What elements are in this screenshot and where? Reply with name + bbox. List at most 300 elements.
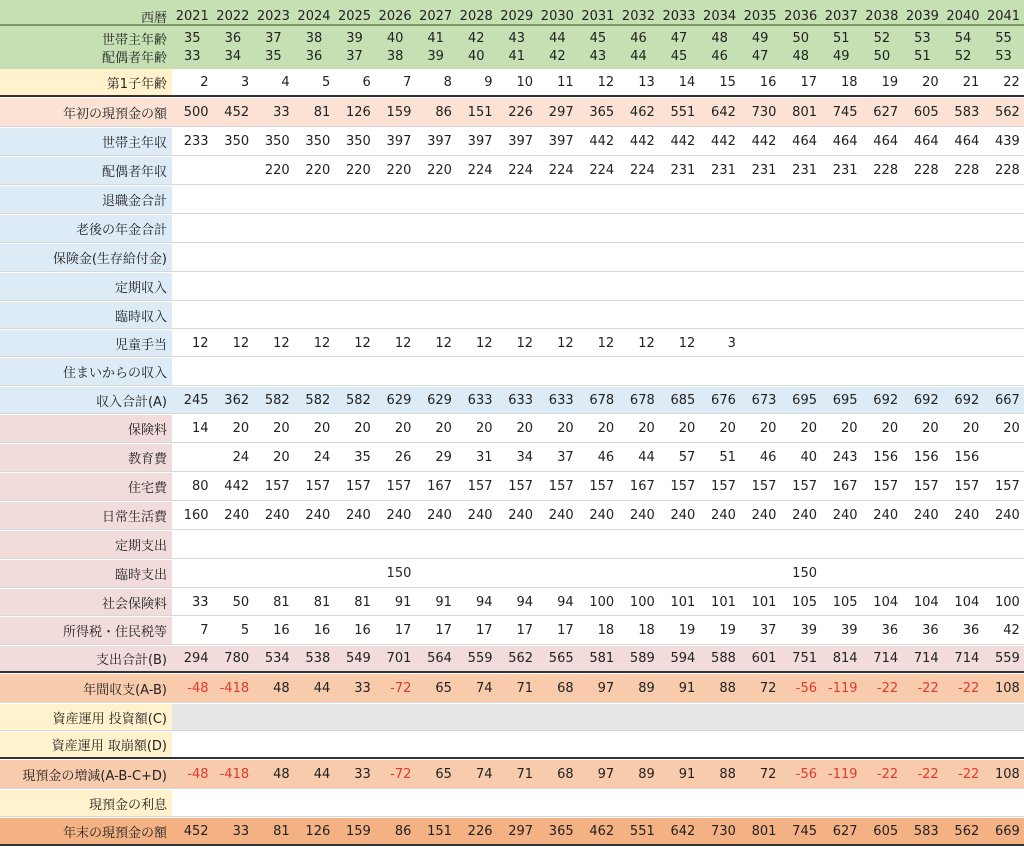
- value-cell[interactable]: [213, 358, 254, 385]
- value-cell[interactable]: [902, 732, 943, 757]
- value-cell[interactable]: [983, 244, 1024, 271]
- value-cell[interactable]: 350: [224, 134, 250, 149]
- value-cell[interactable]: [821, 215, 862, 242]
- value-cell[interactable]: 673: [751, 392, 777, 408]
- value-cell[interactable]: 685: [670, 392, 696, 408]
- value-cell[interactable]: 81: [313, 104, 331, 120]
- value-cell[interactable]: 21: [962, 74, 980, 90]
- value-cell[interactable]: 464: [913, 134, 939, 149]
- value-cell[interactable]: [253, 560, 294, 587]
- value-cell[interactable]: 224: [508, 163, 534, 178]
- value-cell[interactable]: [375, 186, 416, 213]
- value-cell[interactable]: 589: [629, 651, 655, 666]
- value-cell[interactable]: 36: [881, 623, 899, 638]
- value-cell[interactable]: 20: [516, 421, 534, 436]
- value-cell[interactable]: [862, 330, 903, 356]
- value-cell[interactable]: 564: [427, 651, 452, 666]
- value-cell[interactable]: [983, 790, 1024, 816]
- value-cell[interactable]: 442: [751, 134, 777, 149]
- value-cell[interactable]: 157: [345, 479, 371, 494]
- value-cell[interactable]: 19: [719, 623, 736, 638]
- value-cell[interactable]: 157: [589, 479, 615, 494]
- value-cell[interactable]: [699, 790, 740, 816]
- value-cell[interactable]: [902, 186, 943, 213]
- value-cell[interactable]: 452: [224, 104, 250, 120]
- value-cell[interactable]: 104: [913, 594, 939, 610]
- value-cell[interactable]: 12: [475, 335, 493, 351]
- value-cell[interactable]: [172, 186, 213, 213]
- value-cell[interactable]: 397: [427, 134, 452, 149]
- value-cell[interactable]: 240: [832, 508, 858, 523]
- value-cell[interactable]: 669: [994, 823, 1020, 839]
- value-cell[interactable]: 464: [832, 134, 858, 149]
- value-cell[interactable]: [334, 358, 375, 385]
- value-cell[interactable]: 692: [913, 392, 939, 408]
- value-cell[interactable]: 500: [183, 104, 209, 120]
- value-cell[interactable]: 629: [427, 392, 452, 408]
- value-cell[interactable]: 240: [264, 508, 290, 523]
- value-cell[interactable]: [213, 790, 254, 816]
- value-cell[interactable]: 39: [841, 623, 858, 638]
- value-cell[interactable]: [983, 732, 1024, 757]
- value-cell[interactable]: 42: [1003, 623, 1020, 638]
- value-cell[interactable]: [983, 215, 1024, 242]
- value-cell[interactable]: 397: [548, 134, 574, 149]
- value-cell[interactable]: [172, 704, 213, 730]
- value-cell[interactable]: 692: [873, 392, 899, 408]
- value-cell[interactable]: 14: [678, 74, 696, 90]
- value-cell[interactable]: -22: [917, 680, 939, 696]
- value-cell[interactable]: [213, 302, 254, 328]
- value-cell[interactable]: [537, 790, 578, 816]
- value-cell[interactable]: 442: [670, 134, 696, 149]
- value-cell[interactable]: 462: [629, 104, 655, 120]
- value-cell[interactable]: 231: [792, 163, 817, 178]
- value-cell[interactable]: [172, 302, 213, 328]
- value-cell[interactable]: 20: [800, 421, 817, 436]
- value-cell[interactable]: 12: [354, 335, 371, 351]
- value-cell[interactable]: [456, 215, 497, 242]
- value-cell[interactable]: [578, 215, 619, 242]
- value-cell[interactable]: 167: [629, 479, 655, 494]
- value-cell[interactable]: [294, 273, 335, 300]
- value-cell[interactable]: [415, 302, 456, 328]
- value-cell[interactable]: [456, 244, 497, 271]
- value-cell[interactable]: [659, 302, 700, 328]
- value-cell[interactable]: [740, 531, 781, 558]
- value-cell[interactable]: [659, 244, 700, 271]
- value-cell[interactable]: [659, 273, 700, 300]
- value-cell[interactable]: 29: [435, 450, 452, 465]
- value-cell[interactable]: [659, 215, 700, 242]
- value-cell[interactable]: 13: [638, 74, 655, 90]
- value-cell[interactable]: 17: [435, 623, 452, 638]
- value-cell[interactable]: 240: [589, 508, 615, 523]
- value-cell[interactable]: 745: [792, 823, 817, 839]
- value-cell[interactable]: 745: [832, 104, 858, 120]
- value-cell[interactable]: [943, 790, 984, 816]
- value-cell[interactable]: 350: [345, 134, 371, 149]
- value-cell[interactable]: [740, 790, 781, 816]
- value-cell[interactable]: [497, 560, 538, 587]
- value-cell[interactable]: 240: [224, 508, 250, 523]
- value-cell[interactable]: [497, 273, 538, 300]
- value-cell[interactable]: [821, 732, 862, 757]
- value-cell[interactable]: [253, 186, 294, 213]
- value-cell[interactable]: [578, 186, 619, 213]
- value-cell[interactable]: 601: [751, 651, 777, 666]
- value-cell[interactable]: -56: [795, 766, 817, 782]
- value-cell[interactable]: 81: [273, 594, 290, 610]
- value-cell[interactable]: 627: [832, 823, 858, 839]
- value-cell[interactable]: 220: [264, 163, 290, 178]
- value-cell[interactable]: [862, 732, 903, 757]
- value-cell[interactable]: [497, 704, 538, 730]
- value-cell[interactable]: 150: [792, 566, 817, 581]
- value-cell[interactable]: 157: [386, 479, 412, 494]
- value-cell[interactable]: 34: [516, 450, 534, 465]
- value-cell[interactable]: [902, 560, 943, 587]
- value-cell[interactable]: [943, 358, 984, 385]
- value-cell[interactable]: [497, 215, 538, 242]
- value-cell[interactable]: [172, 157, 213, 184]
- value-cell[interactable]: [537, 358, 578, 385]
- value-cell[interactable]: 100: [629, 594, 655, 610]
- value-cell[interactable]: -48: [187, 766, 209, 782]
- value-cell[interactable]: [943, 186, 984, 213]
- value-cell[interactable]: 105: [792, 594, 817, 610]
- value-cell[interactable]: 37: [759, 623, 777, 638]
- value-cell[interactable]: -72: [390, 680, 412, 696]
- value-cell[interactable]: 17: [394, 623, 412, 638]
- value-cell[interactable]: [902, 531, 943, 558]
- value-cell[interactable]: 44: [638, 450, 655, 465]
- value-cell[interactable]: [537, 186, 578, 213]
- value-cell[interactable]: [821, 302, 862, 328]
- value-cell[interactable]: 12: [638, 335, 655, 351]
- value-cell[interactable]: -119: [828, 766, 858, 782]
- value-cell[interactable]: 12: [232, 335, 250, 351]
- value-cell[interactable]: -418: [219, 766, 250, 782]
- value-cell[interactable]: 20: [841, 421, 858, 436]
- value-cell[interactable]: [497, 732, 538, 757]
- value-cell[interactable]: 714: [873, 651, 899, 666]
- value-cell[interactable]: 7: [200, 623, 209, 638]
- value-cell[interactable]: [294, 732, 335, 757]
- value-cell[interactable]: [497, 302, 538, 328]
- value-cell[interactable]: [943, 273, 984, 300]
- value-cell[interactable]: [780, 732, 821, 757]
- value-cell[interactable]: 565: [548, 651, 574, 666]
- value-cell[interactable]: [334, 244, 375, 271]
- value-cell[interactable]: 442: [589, 134, 615, 149]
- value-cell[interactable]: [983, 273, 1024, 300]
- value-cell[interactable]: [780, 244, 821, 271]
- value-cell[interactable]: 12: [273, 335, 290, 351]
- value-cell[interactable]: [943, 531, 984, 558]
- value-cell[interactable]: 157: [508, 479, 534, 494]
- value-cell[interactable]: [294, 790, 335, 816]
- value-cell[interactable]: [862, 215, 903, 242]
- value-cell[interactable]: [983, 444, 1024, 471]
- value-cell[interactable]: [578, 790, 619, 816]
- value-cell[interactable]: [618, 186, 659, 213]
- value-cell[interactable]: [821, 704, 862, 730]
- value-cell[interactable]: [578, 560, 619, 587]
- value-cell[interactable]: 105: [832, 594, 858, 610]
- value-cell[interactable]: 562: [508, 651, 534, 666]
- value-cell[interactable]: [253, 358, 294, 385]
- value-cell[interactable]: 582: [264, 392, 290, 408]
- value-cell[interactable]: 157: [467, 479, 493, 494]
- value-cell[interactable]: [983, 560, 1024, 587]
- value-cell[interactable]: [172, 732, 213, 757]
- value-cell[interactable]: [699, 186, 740, 213]
- value-cell[interactable]: 240: [792, 508, 817, 523]
- value-cell[interactable]: [780, 790, 821, 816]
- value-cell[interactable]: [699, 732, 740, 757]
- value-cell[interactable]: 730: [711, 823, 736, 839]
- value-cell[interactable]: [699, 704, 740, 730]
- value-cell[interactable]: [699, 273, 740, 300]
- value-cell[interactable]: 224: [629, 163, 655, 178]
- value-cell[interactable]: 126: [345, 104, 371, 120]
- value-cell[interactable]: [415, 186, 456, 213]
- value-cell[interactable]: 37: [557, 450, 574, 465]
- value-cell[interactable]: 50: [232, 594, 250, 610]
- value-cell[interactable]: [172, 531, 213, 558]
- value-cell[interactable]: [253, 302, 294, 328]
- value-cell[interactable]: 240: [305, 508, 331, 523]
- value-cell[interactable]: [578, 732, 619, 757]
- value-cell[interactable]: [456, 531, 497, 558]
- value-cell[interactable]: [294, 560, 335, 587]
- value-cell[interactable]: [902, 358, 943, 385]
- value-cell[interactable]: [334, 531, 375, 558]
- value-cell[interactable]: [943, 560, 984, 587]
- value-cell[interactable]: 633: [548, 392, 574, 408]
- value-cell[interactable]: 397: [508, 134, 534, 149]
- value-cell[interactable]: 20: [1003, 421, 1020, 436]
- value-cell[interactable]: 17: [557, 623, 574, 638]
- value-cell[interactable]: [821, 531, 862, 558]
- value-cell[interactable]: 2: [200, 74, 209, 90]
- value-cell[interactable]: 362: [224, 392, 250, 408]
- value-cell[interactable]: 91: [678, 766, 696, 782]
- value-cell[interactable]: 397: [386, 134, 412, 149]
- value-cell[interactable]: 48: [273, 766, 290, 782]
- value-cell[interactable]: 220: [305, 163, 331, 178]
- value-cell[interactable]: [862, 244, 903, 271]
- value-cell[interactable]: [537, 732, 578, 757]
- value-cell[interactable]: 81: [313, 594, 331, 610]
- value-cell[interactable]: [659, 560, 700, 587]
- value-cell[interactable]: -22: [876, 766, 899, 782]
- value-cell[interactable]: 157: [548, 479, 574, 494]
- value-cell[interactable]: [943, 732, 984, 757]
- value-cell[interactable]: [902, 215, 943, 242]
- value-cell[interactable]: [213, 244, 254, 271]
- value-cell[interactable]: 231: [670, 163, 696, 178]
- value-cell[interactable]: 97: [597, 680, 615, 696]
- value-cell[interactable]: 3: [727, 335, 736, 351]
- value-cell[interactable]: [902, 302, 943, 328]
- value-cell[interactable]: 11: [557, 74, 574, 90]
- value-cell[interactable]: 16: [313, 623, 331, 638]
- value-cell[interactable]: 594: [670, 651, 696, 666]
- value-cell[interactable]: 33: [273, 104, 290, 120]
- value-cell[interactable]: [294, 186, 335, 213]
- value-cell[interactable]: [618, 302, 659, 328]
- value-cell[interactable]: 167: [832, 479, 858, 494]
- value-cell[interactable]: 534: [264, 651, 290, 666]
- value-cell[interactable]: 442: [711, 134, 736, 149]
- value-cell[interactable]: 228: [913, 163, 939, 178]
- value-cell[interactable]: [213, 560, 254, 587]
- value-cell[interactable]: 220: [345, 163, 371, 178]
- value-cell[interactable]: [983, 302, 1024, 328]
- value-cell[interactable]: 12: [192, 335, 209, 351]
- value-cell[interactable]: 24: [313, 450, 331, 465]
- value-cell[interactable]: 14: [192, 421, 209, 436]
- value-cell[interactable]: 72: [759, 680, 777, 696]
- value-cell[interactable]: 157: [954, 479, 980, 494]
- value-cell[interactable]: [294, 215, 335, 242]
- value-cell[interactable]: [983, 330, 1024, 356]
- value-cell[interactable]: [578, 302, 619, 328]
- value-cell[interactable]: 46: [597, 450, 615, 465]
- value-cell[interactable]: [456, 273, 497, 300]
- value-cell[interactable]: 559: [994, 651, 1020, 666]
- value-cell[interactable]: 20: [354, 421, 371, 436]
- value-cell[interactable]: [415, 244, 456, 271]
- value-cell[interactable]: 51: [719, 450, 736, 465]
- value-cell[interactable]: [740, 244, 781, 271]
- value-cell[interactable]: 156: [913, 450, 939, 465]
- value-cell[interactable]: [375, 732, 416, 757]
- value-cell[interactable]: [537, 302, 578, 328]
- value-cell[interactable]: 16: [273, 623, 290, 638]
- value-cell[interactable]: -22: [958, 766, 980, 782]
- value-cell[interactable]: 751: [792, 651, 817, 666]
- value-cell[interactable]: [456, 560, 497, 587]
- value-cell[interactable]: 36: [962, 623, 980, 638]
- value-cell[interactable]: 20: [678, 421, 696, 436]
- value-cell[interactable]: [740, 215, 781, 242]
- value-cell[interactable]: 94: [516, 594, 534, 610]
- value-cell[interactable]: [862, 302, 903, 328]
- value-cell[interactable]: 151: [427, 823, 452, 839]
- value-cell[interactable]: 297: [548, 104, 574, 120]
- value-cell[interactable]: 562: [954, 823, 980, 839]
- value-cell[interactable]: 240: [427, 508, 452, 523]
- value-cell[interactable]: [172, 273, 213, 300]
- value-cell[interactable]: [578, 358, 619, 385]
- value-cell[interactable]: 16: [759, 74, 777, 90]
- value-cell[interactable]: 33: [192, 594, 209, 610]
- value-cell[interactable]: [213, 157, 254, 184]
- value-cell[interactable]: [213, 273, 254, 300]
- value-cell[interactable]: 464: [954, 134, 980, 149]
- value-cell[interactable]: [497, 244, 538, 271]
- value-cell[interactable]: 12: [678, 335, 696, 351]
- value-cell[interactable]: [943, 244, 984, 271]
- value-cell[interactable]: [902, 244, 943, 271]
- value-cell[interactable]: 157: [873, 479, 899, 494]
- value-cell[interactable]: 17: [475, 623, 493, 638]
- value-cell[interactable]: [253, 704, 294, 730]
- value-cell[interactable]: 8: [443, 74, 452, 90]
- value-cell[interactable]: 551: [670, 104, 696, 120]
- value-cell[interactable]: 678: [589, 392, 615, 408]
- value-cell[interactable]: [375, 790, 416, 816]
- value-cell[interactable]: [659, 790, 700, 816]
- value-cell[interactable]: [983, 704, 1024, 730]
- value-cell[interactable]: 20: [313, 421, 331, 436]
- value-cell[interactable]: [780, 273, 821, 300]
- value-cell[interactable]: [172, 244, 213, 271]
- value-cell[interactable]: 31: [475, 450, 493, 465]
- value-cell[interactable]: 12: [394, 335, 412, 351]
- value-cell[interactable]: 642: [670, 823, 696, 839]
- value-cell[interactable]: 667: [994, 392, 1020, 408]
- value-cell[interactable]: [699, 560, 740, 587]
- value-cell[interactable]: 464: [792, 134, 817, 149]
- value-cell[interactable]: 91: [678, 680, 696, 696]
- value-cell[interactable]: 74: [475, 680, 493, 696]
- value-cell[interactable]: [821, 358, 862, 385]
- value-cell[interactable]: 627: [873, 104, 899, 120]
- value-cell[interactable]: 350: [305, 134, 331, 149]
- value-cell[interactable]: [172, 215, 213, 242]
- value-cell[interactable]: 20: [759, 421, 777, 436]
- value-cell[interactable]: 20: [273, 421, 290, 436]
- value-cell[interactable]: 81: [273, 823, 290, 839]
- value-cell[interactable]: [213, 704, 254, 730]
- value-cell[interactable]: 224: [589, 163, 615, 178]
- value-cell[interactable]: [213, 186, 254, 213]
- value-cell[interactable]: 159: [345, 823, 371, 839]
- value-cell[interactable]: 157: [264, 479, 290, 494]
- value-cell[interactable]: [699, 531, 740, 558]
- value-cell[interactable]: [578, 244, 619, 271]
- value-cell[interactable]: 633: [467, 392, 493, 408]
- value-cell[interactable]: [740, 186, 781, 213]
- value-cell[interactable]: 26: [394, 450, 412, 465]
- value-cell[interactable]: [415, 732, 456, 757]
- value-cell[interactable]: 442: [224, 479, 250, 494]
- value-cell[interactable]: 20: [922, 74, 939, 90]
- value-cell[interactable]: 16: [354, 623, 371, 638]
- value-cell[interactable]: 33: [232, 823, 250, 839]
- value-cell[interactable]: 18: [638, 623, 655, 638]
- value-cell[interactable]: [699, 302, 740, 328]
- value-cell[interactable]: 15: [719, 74, 736, 90]
- value-cell[interactable]: 583: [913, 823, 939, 839]
- value-cell[interactable]: 80: [192, 479, 209, 494]
- value-cell[interactable]: 65: [435, 766, 452, 782]
- value-cell[interactable]: [699, 358, 740, 385]
- value-cell[interactable]: 439: [994, 134, 1020, 149]
- value-cell[interactable]: 442: [629, 134, 655, 149]
- value-cell[interactable]: 157: [994, 479, 1020, 494]
- value-cell[interactable]: 157: [792, 479, 817, 494]
- value-cell[interactable]: 20: [273, 450, 290, 465]
- value-cell[interactable]: 228: [994, 163, 1020, 178]
- value-cell[interactable]: [334, 273, 375, 300]
- value-cell[interactable]: 18: [597, 623, 615, 638]
- value-cell[interactable]: 108: [994, 766, 1020, 782]
